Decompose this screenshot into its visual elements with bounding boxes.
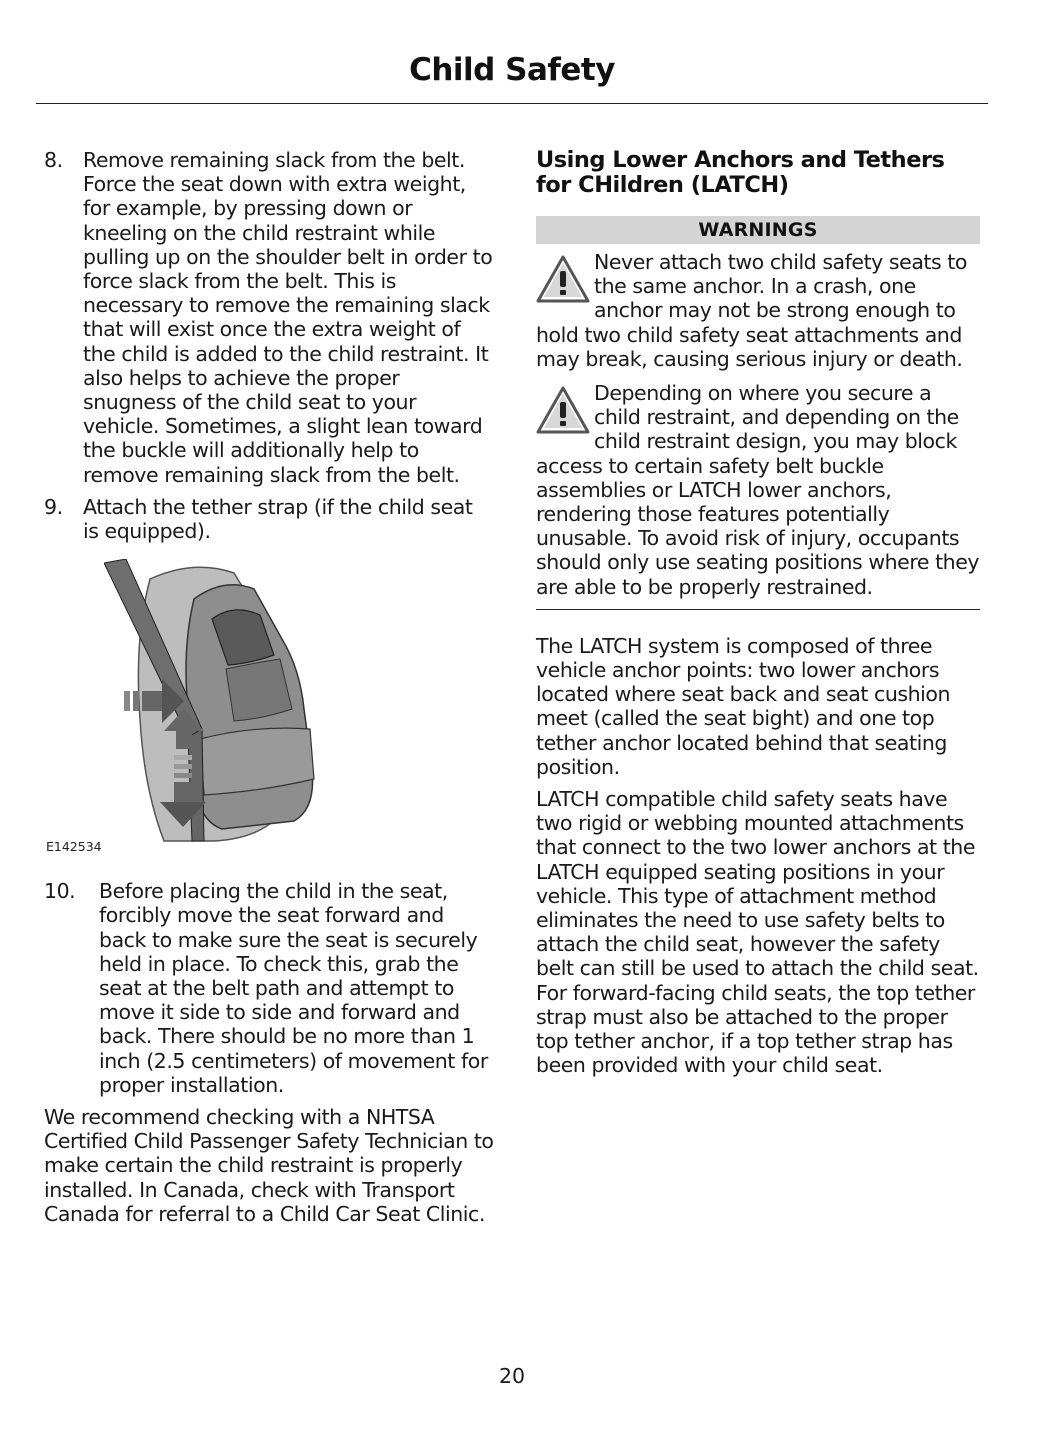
warning-item	[536, 250, 980, 371]
warnings-divider	[536, 609, 980, 610]
warnings-label: WARNINGS	[536, 216, 980, 244]
warning-item	[536, 381, 980, 599]
page-title: Child Safety	[409, 52, 615, 88]
step-item	[44, 148, 494, 487]
figure-code: E142534	[46, 839, 102, 855]
step-text: Before placing the child in the seat, forcibly move the seat forward and back to make sure the seat is securely held in place. To check this, grab the seat at the belt path and attempt to move it side to side and forward and back. There should be no more than 1 inch (2.5 centimeters) of movement for proper installation.	[99, 879, 488, 1097]
right-column	[536, 148, 980, 1078]
step-text: Attach the tether strap (if the child seat is equipped).	[83, 494, 473, 544]
page-number: 20	[498, 1364, 526, 1388]
step-number: 8.	[44, 148, 63, 172]
warning-text: Depending on where you secure a child restraint, and depending on the child restraint design, you may block access to certain safety belt buckle assemblies or LATCH lower anchors, rendering those features potentially unusable. To avoid risk of injury, occupants should only use seating positions where they are able to be properly restrained.	[536, 381, 980, 599]
latch-paragraph: The LATCH system is composed of three vehicle anchor points: two lower anchors located where seat back and seat cushion meet (called the seat bight) and one top tether anchor located behind that seating position.	[536, 633, 951, 779]
warning-triangle-icon	[536, 385, 594, 441]
step-number: 9.	[44, 494, 63, 519]
warning-triangle-icon	[536, 254, 594, 310]
step-item	[44, 879, 494, 1097]
latch-paragraph: LATCH compatible child safety seats have two rigid or webbing mounted attachments that connect to the two lower anchors at the LATCH equipped seating positions in your vehicle. This type of attachment method eliminates the need to use safety belts to attach the child seat, however the safety belt can still be used to attach the child seat. For forward-facing child seats, the top tether strap must also be attached to the proper top tether anchor, if a top tether strap has been provided with your child seat.	[536, 787, 979, 1078]
step-number: 10.	[44, 879, 76, 904]
step-item	[44, 495, 494, 543]
step-text: Remove remaining slack from the belt. Force the seat down with extra weight, for example, by pressing down or kneeling on the child restraint while pulling up on the shoulder belt in order to force slack from the belt. This is necessary to remove the remaining slack that will exist once the extra weight of the child is added to the child restraint. It also helps to achieve the proper snugness of the child seat to your vehicle. Sometimes, a slight lean toward the buckle will additionally help to remove remaining slack from the belt.	[83, 148, 493, 487]
child-seat-illustration	[44, 559, 494, 859]
recommendation-paragraph: We recommend checking with a NHTSA Certified Child Passenger Safety Technician to make certain the child restraint is properly installed. In Canada, check with Transport Canada for referral to a Child Car Seat Clinic.	[44, 1105, 494, 1226]
child-seat-drawing	[104, 559, 384, 859]
left-column	[44, 148, 494, 1226]
section-heading: Using Lower Anchors and Tethers for CHildren (LATCH)	[536, 147, 945, 198]
warning-text: Never attach two child safety seats to the same anchor. In a crash, one anchor may not be strong enough to hold two child safety seat attachments and may break, causing serious injury or death.	[536, 250, 967, 371]
page-header	[36, 48, 988, 104]
